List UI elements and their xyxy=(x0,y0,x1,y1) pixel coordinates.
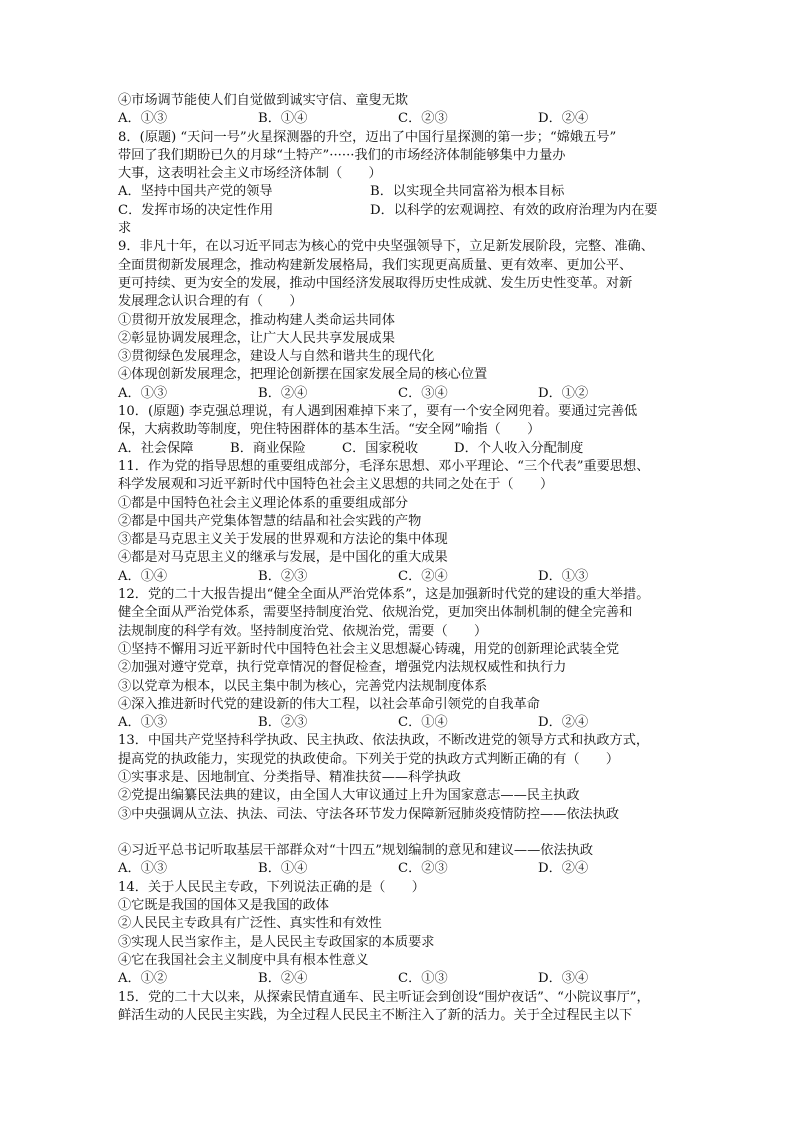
question-text: 带回了我们期盼已久的月球“土特产”······我们的市场经济体制能够集中力量办 xyxy=(118,147,566,163)
option-d: D．①② xyxy=(538,385,589,401)
option-c: C．②③ xyxy=(398,111,448,127)
option-d-continued: 求 xyxy=(118,221,132,237)
question-9 xyxy=(118,238,678,403)
statement: ④它在我国社会主义制度中具有根本性意义 xyxy=(118,952,369,968)
answer-options xyxy=(118,202,678,220)
option-b: B．②④ xyxy=(258,971,308,987)
question-text: 发展理念认识合理的有（ ） xyxy=(118,294,303,310)
statement: ②都是中国共产党集体智慧的结晶和社会实践的产物 xyxy=(118,513,422,529)
option-a: A．坚持中国共产党的领导 xyxy=(118,184,273,200)
statement: ③中央强调从立法、执法、司法、守法各环节发力保障新冠肺炎疫情防控——依法执政 xyxy=(118,806,620,822)
option-a: A．社会保障 xyxy=(118,440,194,456)
exam-page xyxy=(118,92,678,1025)
option-d: D．③④ xyxy=(538,971,589,987)
answer-options xyxy=(118,440,678,458)
answer-options xyxy=(118,970,678,988)
question-12 xyxy=(118,586,678,732)
statement: ②党提出编纂民法典的建议，由全国人大审议通过上升为国家意志——民主执政 xyxy=(118,788,580,804)
question-text: 更可持续、更为安全的发展，推动中国经济发展取得历史性成就、发生历史性变革。对新 xyxy=(118,275,633,291)
question-8 xyxy=(118,129,678,239)
question-text: 健全全面从严治党体系，需要坚持制度治党、依规治党，更加突出体制机制的健全完善和 xyxy=(118,605,633,621)
question-14 xyxy=(118,879,678,989)
option-b: B．商业保险 xyxy=(230,440,306,456)
question-15 xyxy=(118,989,678,1026)
option-c: C．①④ xyxy=(398,715,448,731)
statement: ①实事求是、因地制宜、分类指导、精准扶贫——科学执政 xyxy=(118,769,461,785)
option-c: C．发挥市场的决定性作用 xyxy=(118,202,274,218)
option-d: D．②④ xyxy=(538,715,589,731)
question-text: 法规制度的科学有效。坚持制度治党、依规治党，需要（ ） xyxy=(118,623,488,639)
option-d: D．②④ xyxy=(538,861,589,877)
option-d: D．①③ xyxy=(538,568,589,584)
answer-options xyxy=(118,110,678,128)
statement: ②彰显协调发展理念，让广大人民共享发展成果 xyxy=(118,330,395,346)
statement: ④市场调节能使人们自觉做到诚实守信、童叟无欺 xyxy=(118,93,409,108)
option-a: A．①③ xyxy=(118,715,168,731)
statement: ①坚持不懈用习近平新时代中国特色社会主义思想凝心铸魂，用党的创新理论武装全党 xyxy=(118,641,620,657)
answer-options xyxy=(118,860,678,878)
statement: ②加强对遵守党章，执行党章情况的督促检查，增强党内法规权威性和执行力 xyxy=(118,660,567,676)
option-c: C．①③ xyxy=(398,971,448,987)
question-10 xyxy=(118,403,678,458)
option-c: C．③④ xyxy=(398,385,448,401)
question-text: 14．关于人民民主专政，下列说法正确的是（ ） xyxy=(118,879,425,895)
option-b: B．②④ xyxy=(258,385,308,401)
statement: ③都是马克思主义关于发展的世界观和方法论的集中体现 xyxy=(118,532,448,548)
question-text: 鲜活生动的人民民主实践，为全过程人民民主不断注入了新的活力。关于全过程民主以下 xyxy=(118,1007,633,1023)
option-c: C．②④ xyxy=(398,568,448,584)
option-a: A．①③ xyxy=(118,111,168,127)
option-c: C．国家税收 xyxy=(342,440,419,456)
question-text: 11．作为党的指导思想的重要组成部分，毛泽东思想、邓小平理论、“三个代表”重要思想、 xyxy=(118,458,650,474)
option-c: C．②③ xyxy=(398,861,448,877)
question-11 xyxy=(118,458,678,586)
question-text: 大事，这表明社会主义市场经济体制（ ） xyxy=(118,166,382,182)
statement: ④体现创新发展理念，把理论创新摆在国家发展全局的核心位置 xyxy=(118,367,488,383)
question-text: 13．中国共产党坚持科学执政、民主执政、依法执政，不断改进党的领导方式和执政方式， xyxy=(118,733,650,749)
question-text: 科学发展观和习近平新时代中国特色社会主义思想的共同之处在于（ ） xyxy=(118,477,554,493)
option-a: A．①③ xyxy=(118,385,168,401)
option-a: A．①② xyxy=(118,971,168,987)
blank-line xyxy=(118,824,678,842)
option-d: D．②④ xyxy=(538,111,589,127)
statement: ④深入推进新时代党的建设新的伟大工程，以社会革命引领党的自我革命 xyxy=(118,696,540,712)
question-text: 12．党的二十大报告提出“健全全面从严治党体系”，这是加强新时代党的建设的重大举措。 xyxy=(118,587,650,603)
statement: ④习近平总书记听取基层干部群众对“十四五”规划编制的意见和建议——依法执政 xyxy=(118,843,594,859)
question-text: 9．非凡十年，在以习近平同志为核心的党中央坚强领导下，立足新发展阶段，完整、准确、 xyxy=(118,239,654,255)
question-text: 10．(原题) 李克强总理说，有人遇到困难掉下来了，要有一个安全网兜着。要通过完善低 xyxy=(118,404,638,420)
option-b: B．②③ xyxy=(258,715,308,731)
statement: ③贯彻绿色发展理念，建设人与自然和谐共生的现代化 xyxy=(118,349,435,365)
statement: ④都是对马克思主义的继承与发展，是中国化的重大成果 xyxy=(118,550,448,566)
question-text: 15．党的二十大以来，从探索民情直通车、民主听证会到创设“围炉夜话”、“小院议事厅”， xyxy=(118,989,650,1005)
statement: ③以党章为根本，以民主集中制为核心，完善党内法规制度体系 xyxy=(118,678,488,694)
question-text: 提高党的执政能力，实现党的执政使命。下列关于党的执政方式判断正确的有（ ） xyxy=(118,751,620,767)
answer-options xyxy=(118,183,678,201)
statement: ①贯彻开放发展理念，推动构建人类命运共同体 xyxy=(118,312,395,328)
statement: ②人民民主专政具有广泛性、真实性和有效性 xyxy=(118,916,382,932)
question-text: 8．(原题) “天问一号”火星探测器的升空，迈出了中国行星探测的第一步；“嫦娥五号” xyxy=(118,129,617,145)
answer-options xyxy=(118,568,678,586)
statement: ①都是中国特色社会主义理论体系的重要组成部分 xyxy=(118,495,409,511)
statement: ③实现人民当家作主，是人民民主专政国家的本质要求 xyxy=(118,934,435,950)
option-a: A．①④ xyxy=(118,568,168,584)
option-b: B．①④ xyxy=(258,111,308,127)
question-text: 全面贯彻新发展理念，推动构建新发展格局，我们实现更高质量、更有效率、更加公平、 xyxy=(118,257,633,273)
statement: ①它既是我国的国体又是我国的政体 xyxy=(118,898,329,914)
question-text: 保，大病救助等制度，兜住特困群体的基本生活。“安全网”喻指（ ） xyxy=(118,422,541,438)
option-d: D．以科学的宏观调控、有效的政府治理为内在要 xyxy=(370,202,658,218)
option-a: A．①③ xyxy=(118,861,168,877)
option-b: B．以实现全共同富裕为根本目标 xyxy=(370,184,565,200)
option-d: D．个人收入分配制度 xyxy=(454,440,584,456)
answer-options xyxy=(118,385,678,403)
option-b: B．①④ xyxy=(258,861,308,877)
option-b: B．②③ xyxy=(258,568,308,584)
answer-options xyxy=(118,714,678,732)
question-13 xyxy=(118,732,678,878)
